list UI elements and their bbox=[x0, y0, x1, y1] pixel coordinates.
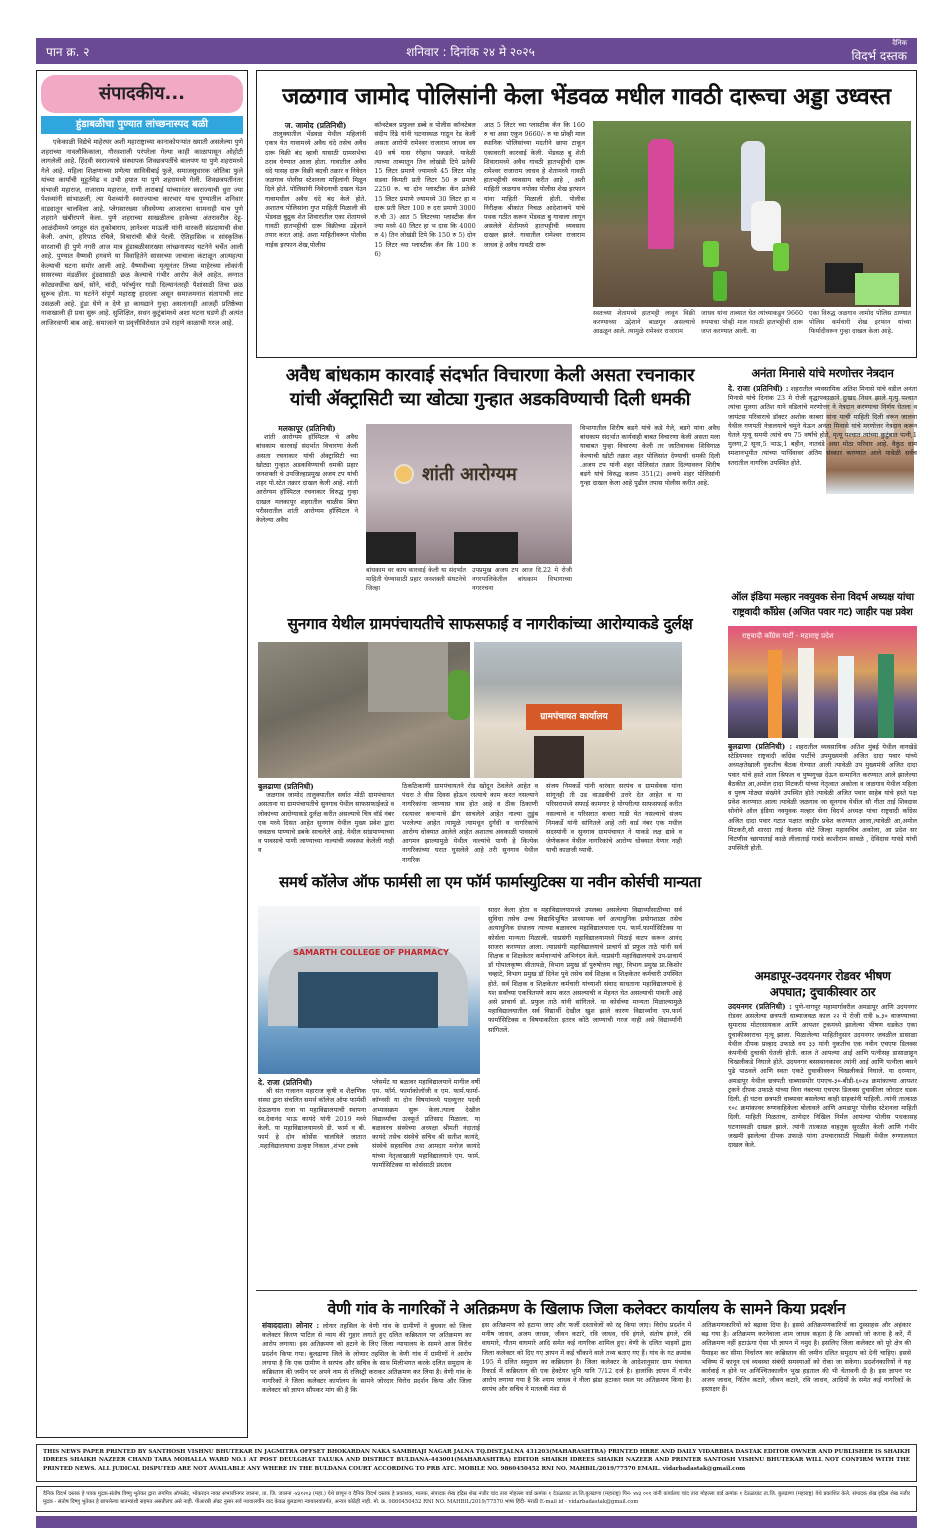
imprint-english bbox=[36, 1444, 917, 1482]
accident-headline-line2: अपघात; दुचाकीस्वार ठार bbox=[769, 985, 876, 999]
masthead-name: विदर्भ दस्तक bbox=[851, 48, 907, 63]
ncp-joining-article bbox=[728, 586, 917, 966]
wall bbox=[368, 642, 448, 712]
eye-donation-body bbox=[728, 384, 917, 584]
editorial-subtitle: हुंडाबळीचा पुण्यात लांच्छनास्पद बळी bbox=[41, 116, 243, 134]
atrocity-caption-2: उपप्रमुख अजय टप आज दि.22 मे रोजी नगरपालिकेतील बांधकाम विभागाच्या नगररचना bbox=[472, 567, 572, 592]
hospital-sign-photo bbox=[366, 424, 572, 564]
atrocity-col-1-text: शांती आरोग्यम हॉस्पिटल चे अवैध बांधकाम कारवाई संदर्भात विचारणा केली असता रचनाकार यांची ॲक्ट्रासिटी च्या खोट्या गुन्हात अडकविण्याची धमकी प्रहार जनशक्ती चे उपजिल्हाप्रमुख अजय टप यांची शहर पो.स्टेत तक्रार दाखल केली आहे. शांती आरोग्यम हॉस्पिटल रचनाकार विरुद्ध गुन्हा दाखल मलकापूर शहरातील चाळीस बिघा परीसरातील शांती आरोग्यम हॉस्पिटल ने केलेल्या अवैध bbox=[256, 433, 358, 525]
issue-date: शनिवार : दिनांक २४ मे २०२५ bbox=[406, 44, 535, 59]
eye-donation-headline: अनंता मिनासे यांचे मरणोत्तर नेत्रदान bbox=[751, 366, 894, 380]
lead-photo-liquor-raid bbox=[593, 121, 911, 307]
atrocity-headline-line1: अवैध बांधकाम कारवाई संदर्भात विचारणा केली असता रचनाकार bbox=[285, 365, 695, 386]
eye-donation-article bbox=[728, 362, 917, 584]
atrocity-byline: मलकापूर (प्रतिनिधी) bbox=[278, 424, 336, 433]
sungaon-col-3: संजय निमकर्डे यांनी वारंवार सरपंच व ग्रामसेवक यांना सांगूनही ती उड वाउडवीची उत्तरे देत आहेत व या परिसरामध्ये सफाई कामगार हे योग्यरीत्या साफसफाई करीत नसल्याचे व परिसरात कचरा गाडी येत नसल्याचे संजय निमकर्डे यांनी सांगितले आहे तरी वार्ड नंबर एक मधील सदस्यांनी व सुनगाव ग्रामपंचायत ने याकडे लक्ष द्यावे व जेणेकरून येथील नागरिकांचे आरोग्य धोक्यात येणार नाही याची काळजी घ्यावी. bbox=[546, 782, 682, 855]
masthead-small-text: दैनिक bbox=[892, 38, 907, 47]
veni-col-1-text: लोनार तहसिल के वेणी गांव के ग्रामीणों ने बुधवार को जिला कलेक्टर किरण पाटिल से न्याय की गुहार लगाते हुए दलित कब्रिस्तान पर अतिक्रमण का आरोप लगाया। इस अतिक्रमण को हटाने के लिए जिला न्यायालय के सामने आज विरोध प्रदर्शन किया गया। बुलढाणा जिले के लोणार तहसिल के वेणी गांव में ग्रामीणों ने आरोप लगाया है कि एक ग्रामीण ने सरपंच और सचिव के साथ मिलीभगत करके दलित समुदाय के कब्रिस्तान की जमीन पर अपने नाम से रजिस्ट्री कराकर अतिक्रमण कर लिया है। वेणी गांव के नागरिकों ने जिला कलेक्टर कार्यालय के सामने जोरदार विरोध प्रदर्शन किया और जिला कलेक्टर को ज्ञापन सौंपकर मांग की है कि bbox=[262, 1322, 472, 1395]
sungaon-col-2: ठिकठिकाणी ग्रामपंचायतने रोड खोदून ठेवलेले आहेत व पंधरा ते वीस दिवस होऊन रस्त्याचे काम करत नसल्याने नागरिकांना जाण्यास त्रास होत आहे व ठीक ठिकाणी रस्त्यावर कचऱ्याचे ढीग साचलेले आहेत नाल्या तुडुंब भरलेल्या आहेत त्यामुळे त्यामधून दुर्गंधी व नागरिकांचे आरोग्य धोक्यात आलेले आहेत अशातच अवकाळी पावसाचे आगमन झाल्यामुळे येथील नाल्यांचे पाणी हे कित्येक नागरिकांच्या घरात घुसलेले आहे तरी सुनगाव येथील नागरिक bbox=[402, 782, 538, 864]
hospital-logo-icon bbox=[394, 464, 414, 484]
eye-donation-byline: दे. राजा (प्रतिनिधी) : bbox=[728, 384, 789, 393]
lead-photo-caption bbox=[593, 309, 911, 336]
pharmacy-col-1 bbox=[258, 1078, 366, 1286]
veni-article bbox=[256, 1290, 917, 1440]
ncp-text: शहरातील व्यवसायिक अतिश मुंबई येथील वानखेडे स्टेडियमवर राष्ट्रवादी कॉंग्रेस पार्टीचे उपमुख्यमंत्री अजित दादा पवार यांच्ये अध्यक्षतेखाली नुकतीच बैठक घेण्यात आली त्यावेळी उप मुख्यमंत्री अजित दादा पवार यांचे हस्ते शाल श्रिफल व पुष्पगुच्छ देऊन सन्मानित करण्यात आले झालेल्या बैठकीत आ,अमोल दादा मिटकरी यांच्या नेतृत्वात अकोला व जळगाव येथील महिला व पुरुष मोठ्या संख्येने उपस्थित होते त्यावेळी अजित पवार साहेब यांचे हस्ते पक्ष प्रवेश करण्यात आला त्यावेळी जळगाव जा सूनगाव येथील सौ गीता ताई शिवदास सोनोने ऑल इंडिया नवयुवक मल्हार सेना विदर्भ अध्यक्ष यांचा राष्ट्रवादी कॉंग्रेस अजित दादा पवार गटात पक्षात जाहीर प्रवेश करण्यात आला,त्यावेळी आ,अमोल मिटकरी,सौ शारदा ताई कैलास थोटे जिल्हा महासचिव अकोला, आ प्रदेश सर चिटणीस च्छायाताई काळे लीलाताई गावंडे काशीराम सावळे , देविदास गावंडे यांची उपस्थिती होती. bbox=[728, 743, 917, 853]
sungaon-byline: बुलढाणा (प्रतिनिधी) bbox=[258, 782, 314, 791]
imprint-marathi bbox=[36, 1486, 917, 1512]
party-banner-text: राष्ट्रवादी काँग्रेस पार्टी - महाराष्ट्र प्रदेश bbox=[742, 632, 834, 640]
plastic-can bbox=[703, 241, 719, 267]
veni-text-columns bbox=[256, 1321, 917, 1435]
lead-text-columns bbox=[265, 121, 585, 351]
office-signboard: ग्रामपंचायत कार्यालय bbox=[526, 704, 622, 730]
window-grill bbox=[454, 532, 518, 564]
imprint-marathi-text: दैनिक विदर्भ दस्तक हे पत्रक मुद्रक-संतोष विष्णु भुतेकर द्वारा जगमित्र ऑफसेट, भोकरदन नाका संभाजीनगर जालना, ता. जि. जालना -४३१२०३ (महा.) येथे छापून व दैनिक विदर्भ दस्तक हे प्रकाशक, मालक, संपादक शेख इद्रिस शेख नजीर चांद तारा मोहल्ला वार्ड क्रमांक १ देऊळघाट ता.जि.बुलढाणा (महाराष्ट्र) पिन- ४४३ ००१ यांनी कार्यालय चांद तारा मोहल्ला वार्ड क्रमांक १ देऊळघाट ता.जि. बुलढाणा (महाराष्ट्र) येथे प्रकाशित केले. संपादक शेख इद्रिस शेख नजीर मुद्रक - संतोष विष्णु भुतेकर हे छापलेल्या बातम्यांशी सहमत असतीलच असे नाही. पीआरबी ॲक्ट नुसार सर्व न्यायालयीन वाद केवळ बुलढाणा न्यायालयांतर्गत, अन्यत्र कोठेही नाही. मो. क्र. 9860450452 RNI NO. MAHBIL/2019/77570 भाषा हिंदी- मराठी E-mail id - vidarbadastak@gmail.com bbox=[43, 1491, 910, 1505]
pharmacy-col-2: प्लेसमेंट या बळावर महाविद्यालयाने मागील वर्षी एम. फॉर्म. फार्माकोलॉजी व एम. फार्म.फार्मा-कॉग्नसी या दोन विषयांमध्ये पदव्युत्तर पदवी अभ्यासक्रम सुरू केला.त्याला देखील विद्यार्थ्यांचा उत्स्फूर्त प्रतिसाद मिळाला. या बळावरच संस्थेच्या अध्यक्षा श्रीमती नंदाताई कायंदे तसेच संस्थेचे सचिव श्री सतीश कायंदे, संस्थेचे सहसचिव तथा आमदार मनोज कायंदे यांच्या नेतृत्वाखाली महाविद्यालयाने एम. फार्म. फार्मासिटिक्स या कोर्ससाठी प्रस्ताव bbox=[372, 1078, 480, 1169]
party-joining-photo bbox=[728, 626, 917, 738]
pharmacy-col-1-text: श्री संत गजानन महाराज कृषी व शैक्षणिक संस्था द्वारा संचलित समर्थ कॉलेज ऑफ फार्मसी देऊळगाव राजा या महाविद्यालयाची स्थापना स्व.देवानंद भाऊ कायंदे यांनी 2019 मध्ये केली. या महाविद्यालयामध्ये डी. फार्म व बी. फार्म हे दोन कोर्सेस चालविले जातात .महाविद्यालयाचा उत्कृष्ट निकाल ,शंभर टक्के bbox=[258, 1087, 366, 1151]
window-grill bbox=[366, 532, 416, 564]
ncp-byline: बुलढाणा (प्रतिनिधी) : bbox=[728, 742, 793, 751]
pharmacy-byline: दे. राजा (प्रतिनिधी) bbox=[258, 1078, 313, 1087]
lead-byline: ज. जामोद (प्रतिनिधी) bbox=[284, 121, 347, 130]
person-figure bbox=[648, 139, 674, 249]
newspaper-page bbox=[36, 38, 917, 1505]
veni-col-3: अतिक्रमणकारियों को बढ़ावा दिया है। इससे अतिक्रमणकारियों का दुस्साहस और अहंकार बढ़ गया है। अतिक्रमण करनेवाला शाम जाधव कहता है कि आपको जो करना है करें, मैं अतिक्रमण नहीं हटाऊंगा ऐसा भी ज्ञापन में नमुद है। इसलिए जिला कलेक्टर को पूरे क्षेत्र की पैमाइश कर सीमा निर्धारण कर कब्रिस्तान की जमीन दलित समुदाय को देनी चाहिए। इससे भविष्य में कानून एवं व्यवस्था संबंधी समस्याओं को रोका जा सकेगा। प्रदर्शनकारियों ने यह कार्रवाई न होने पर अनिश्चितकालीन भूख हड़ताल की भी चेतावनी दी है। इस ज्ञापन पर अजय जाधव, नितिन कटारे, जीवन कटारे, रवि जाधव, आदियों के समेत कई नागरिकों के हस्ताक्षर हैं। bbox=[701, 1321, 911, 1394]
atrocity-photo-caption bbox=[366, 566, 572, 593]
lead-col-2: कॉन्स्टेबल प्रफुल्ल डब्बे व पोलीस कॉन्स्टेबल संदीप रिंढे यांनी घटनास्थळ गाठून रेड केली असता आरोपी रामेश्वर राजाराम जाधव वय 49 वर्ष यास रंगेहाथ पकडले. यावेळी त्याच्या ताब्यातून तिन लोखंडी टिपे प्रतेकी 15 लिटर प्रमाणे ज्यामध्ये 45 लिटर मोह सडवा किमती प्रती लिटर 50 रु प्रमाणे 2250 रु. चा दोन प्लास्टीक कॅन प्रतेकी 15 लिटर प्रमाणे ज्यामध्ये 30 लिटर हा म दारू प्रती लिटर 100 रु दरा प्रमाणे 3000 रु.ची 3) आत 5 लिटरच्या प्लास्टीक कॅन ज्या मध्ये 40 लिटर हा भ दास कि 4000 रु 4) तिन लोखंडी टिपे कि 150 रु 5) दोन 15 लिटर च्या प्लास्टीक कॅन कि 100 रु 6) bbox=[374, 121, 476, 258]
plastic-can bbox=[773, 243, 789, 271]
college-sign-text: SAMARTH COLLEGE OF PHARMACY bbox=[293, 948, 449, 957]
person-figure bbox=[838, 656, 854, 738]
lead-caption-3: एका विरुद्ध जळगाव जामोद पोलिस ठाण्यात पोलिस कर्मचारी शेख इरफान यांच्या फिर्यादीवरून गुन्हा दाखल केला आहे. bbox=[809, 310, 911, 335]
imprint-english-text: THIS NEWS PAPER PRINTED BY SANTHOSH VISHNU BHUTEKAR IN JAGMITRA OFFSET BHOKARDAN NAKA SAMBHAJI NAGAR JALNA TQ.DIST.JALNA 431203(MAHARASHTRA) PRINTED HRRE AND DAILY VIDARBHA DASTAK EDITOR OWNER AND PUBLISHER IS SHAIKH IDREES SHAIKH NAZEER CHAND TARA MOHALLA WARD NO.1 AT POST DEULGHAT TALUKA AND DISTRICT BULDANA-443001(MAHARASHTRA) EDITOR SHAIKH IDREES SHAIKH NAZEER AND PRINTER SANTOSH VISHNU BHUTEKAR WILL NOT CONFIRM WITH THE PRINTED NEWS. ALL JUDICAL DISPUTED ARE NOT AVAILABLE ANY WHERE IN THE BULDANA COURT ACCORDING TO PRB ATC. MOBILE NO. 9860450452 RNI NO. MAHBIL/2019/77570 EMAIL. vidarbadastak@gmail.com bbox=[43, 1449, 910, 1472]
atrocity-col-1 bbox=[256, 424, 358, 596]
veni-headline: वेणी गांव के नागरिकों ने अतिक्रमण के खिलाफ जिला कलेक्टर कार्यालय के सामने किया प्रदर्शन bbox=[327, 1300, 846, 1318]
atrocity-headline-line2: यांची ॲक्ट्रासिटी च्या खोट्या गुन्हात अडकविण्याची दिली धमकी bbox=[289, 389, 691, 410]
hospital-sign-text: शांती आरोग्यम bbox=[422, 464, 517, 485]
ncp-headline-line2: राष्ट्रवादी काँग्रेस (अजित पवार गट) जाहीर पक्ष प्रवेश bbox=[732, 607, 913, 618]
accident-body bbox=[728, 1002, 917, 1282]
grampanchayat-office-photo bbox=[474, 642, 682, 778]
eye-donation-text: शहरातील व्यवसायिक अतिश मिनासे यांचे वडील अनंता मिनासे यांचे दिनांक 23 मे रोजी वृद्धापकाळाने दुःखद निधन झाले मृत्यु पश्चात त्यांचा मुलगा अतिश याने वडिलांचे मरणोत्तर ने नेत्रदान करण्याचा निर्णय घेतला व जायंटस परिवाराचे डॉक्टर अशोक काबरा यांना याची माहिती दिली वरून जालना येथील गणपती नेत्रालयाचे चमुने येऊन अनंता मिनासे यांचे मरणोत्तर नेत्रदान करून घेतले मृत्यू समयी त्यांचे वय 75 वर्षांचे होते, मृत्यू पश्चात त्यांच्या कुटुंबात पत्नी,1 मुलगा,2 सूना,5 भाऊ,1 बहीन, नातवंडे असा मोठा परिवार आहे. वैकुंठ धाम स्मशानभूमीत त्यांच्या पार्थिवावर अंतिम संस्कार करण्यात आले यावेळी सर्वच स्तरातील नागरिक उपस्थित होते. bbox=[728, 385, 917, 467]
lead-caption-1: स्वतःच्या शेतामध्ये हातभट्टी लावून विक्री करण्याच्या उद्देशाने बाळगून असल्याचे आढळून आले. त्यामुळे रामेश्वर राजाराम bbox=[593, 310, 695, 335]
accident-byline: उदयनगर (प्रतिनिधी) : bbox=[728, 1002, 792, 1011]
ncp-body bbox=[728, 742, 917, 966]
drain-garbage-photo bbox=[258, 642, 470, 778]
page-number: पान क्र. २ bbox=[46, 44, 90, 59]
editorial-title-text: संपादकीय... bbox=[98, 83, 186, 104]
lead-article bbox=[256, 70, 917, 358]
sungaon-article bbox=[256, 602, 724, 864]
lead-headline: जळगाव जामोद पोलिसांनी केला भेंडवळ मधील गावठी दारूचा अड्डा उध्वस्त bbox=[282, 84, 891, 110]
college-building-photo bbox=[258, 906, 480, 1074]
pharmacy-article bbox=[256, 866, 724, 1286]
accident-headline bbox=[728, 968, 917, 1000]
sungaon-text-columns bbox=[258, 782, 682, 864]
pharmacy-col-3: सादर केला होता व महाविद्यालयामध्ये उपलब्ध असलेल्या विद्यार्थ्यांसाठीच्या सर्व सुविधा तसेच उच्च विद्याविभूषित प्राध्यापक वर्ग अत्याधुनिक प्रयोगशाळा तसेच अत्याधुनिक ग्रंथालय त्याच्या बळावरच महाविद्यालयाला एम. फार्म.फार्मासिटिक्स या कोर्सला मान्यता मिळाली. याप्रसंगी महाविद्यालयामध्ये मिठाई वाटप करून आनंद साजरा करण्यात आला. त्याप्रसंगी महाविद्यालयाचे प्राचार्य डॉ प्रफुल ताठे यांनी सर्व शिक्षक व शिक्षकेतर कर्मचाऱ्यांचे अभिनंदन केले. याप्रसंगी महाविद्यालयाचे उप-प्राचार्य डॉ गोपालकृष्ण सीतापळे, विभाग प्रमुख डॉ पुरुषोत्तम लढ्ढा, विभाग प्रमुख प्रा.किशोर चव्हाटे, विभाग प्रमुख डॉ दिनेश पुवे तसेच सर्व शिक्षक व शिक्षकेतर कर्मचारी उपस्थित होते. सर्व शिक्षक व शिक्षकेतर कर्मचारी यांच्याशी संवाद साधताना महाविद्यालयाचे हे यश सर्वांच्या एकत्रितपणे काम करत असल्याची व मेहनत घेत असल्याची पावती आहे असे प्राचार्य डॉ. प्रफुल ताठे यांनी सांगितले. या कोर्सच्या मान्यता मिळाल्यामुळे महाविद्यालयातील सर्व विद्यार्थी देखील खुश झाले कारण विद्यार्थ्यांना एम.फार्म फार्मासिटिक्स व विषयाकरिता इतरत्र कोठे जाण्याची गरज नाही असे विद्यार्थ्यांनी सांगितले. bbox=[488, 906, 682, 1034]
editorial-title bbox=[41, 75, 243, 113]
ncp-headline bbox=[728, 586, 917, 620]
editorial-column bbox=[36, 70, 248, 1438]
sungaon-col-1-text: जळगाव जामोद तालुक्यातील सर्वात मोठी ग्रामपंचायत असताना या ग्रामपंचायतीचे सुनगाव येथील साफसफाईकडे व लोकांच्या आरोग्याकडे दुर्लक्ष करीत असल्याचे चित्र वॉर्ड नंबर एक मध्ये दिसत आहेत सुनगाव येथील मुख्य प्रवेश द्वारा जवळच पाण्याचे डबके साचलेले आहे. येथील सांडपाण्याच्या व पावसाचे पाणी जाण्याच्या नाल्यांची व्यवस्था केलेली नाही व bbox=[258, 791, 394, 855]
person-figure bbox=[768, 650, 782, 738]
pharmacy-headline: समर्थ कॉलेज ऑफ फार्मसी ला एम फॉर्म फार्मास्युटिक्स या नवीन कोर्सची मान्यता bbox=[279, 873, 701, 891]
sungaon-col-1 bbox=[258, 782, 394, 864]
accident-text: पुणे-नागपूर महामार्गावरील अमडापूर आणि उदयनगर रोडवर असलेल्या छत्रपती धाब्याजवळ काल २२ मे रोजी रात्री ७.३० वाजण्याच्या सुमारास मोटरसायकल आणि आयशर ट्रकमध्ये झालेल्या भीषण धडकेत एका दुचाकीस्वाराचा मृत्यू झाला. मिळालेल्या माहितीनुसार उदयनगर जवळील डासाळा येथील दीपक प्रल्हाद उफाळे वय ३३ यांनी नुकतीच एक नवीन एचएफ डिलक्स कंपनीची दुचाकी घेतली होती. काल ते आपल्या आई आणि पत्नीसह डासाळाहून चिखलीकडे निघाले होते. उदयनगर बसस्थानकावर त्यांनी आई आणि पत्नीला बसने पुढे पाठवले आणि स्वतः एकटे दुचाकीवरुन चिखलीकडे निघाले. या दरम्यान, अमडापूर येथील छत्रपती धाब्यासमोर एमएच-३०-बीडी-६०२४ क्रमांकाच्या आयशर ट्रकने दीपक उफाळे यांच्या विना नंबरच्या एचएफ डिलक्स दुचाकीला जोरदार धडक दिली. ही घटना छत्रपती धाब्यावर बसलेल्या काही ग्राहकांनी पाहिली. त्यांनी तात्काळ १०८ क्रमांकावर रुग्णवाहिकेला बोलावले आणि अमडापूर पोलीस स्टेशनला माहिती दिली. माहिती मिळताच, ठाणेदार निखिल निर्मल आपल्या पोलीस पथकासह घटनास्थळी दाखल झाले. त्यांनी तात्काळ वाहतूक सुरळीत केली आणि गंभीर जखमी झालेल्या दीपक उफाळे यांना उपचारासाठी चिखली येथील रुग्णालयात दाखल केले. bbox=[728, 1003, 917, 1150]
plastic-can bbox=[713, 271, 727, 301]
atrocity-headline bbox=[256, 362, 724, 412]
person-figure bbox=[798, 648, 814, 738]
sungaon-headline: सुनगाव येथील ग्रामपंचायतीचे साफसफाई व नागरीकांच्या आरोग्याकडे दुर्लक्ष bbox=[287, 615, 693, 633]
lead-col-3: आठ 5 लिटर च्या प्लास्टीक कॅन कि 160 रु चा असा एकुन 9660/- रु चा प्रोव्ही माल स्थानिक पोलिसांच्या मदतीने छापा टाकून एकावरती कारवाई केली. भेंडवळ बु शेती शिवारामध्ये अवैध गावठी हातभट्टीची दारू रामेश्वर राजाराम जाधव हे शेतामध्ये गावठी हातभट्टीची व्यवसाय करीत आहे , अशी माहिती जळगाव नपोका पोलीस शेख इरफान यांना माहिती मिळाली होती. पोलीस निरीक्षक श्रीकांत निचळ आदेशान्वये यांचे पथक गठीत करून भेंडवळ बु गावाला लागून असलेले शेतीमध्ये हातभट्टीची व्यवसाय दाखल झाले. गावातील रामेश्वर राजाराम जाधव हे अवैध गावठी दारू bbox=[483, 121, 585, 249]
lead-caption-2: जाधव यांना ताब्यात घेत त्यांच्याकडून 9660 रुपयाचा पोव्ही माल गावठी हातभट्टीची दारू जप्त करण्यात आली. या bbox=[701, 310, 803, 335]
veni-col-1 bbox=[262, 1321, 472, 1435]
veni-col-2: इस अतिक्रमण को हटाया जाए और फर्जी दस्तावेजों को रद्द किया जाए। विरोध प्रदर्शन में मनीष जाधव, अजय जाधव, जीवन कटारे, रवि जाधव, रवि इंगले, संतोष इंगले, रवि वाघमारे, गौतम वाघमारे आदि समेत कई नागरिक शामिल हुए। वेणी के दलित भाइयों द्वारा जिला कलेक्टर को दिए गए ज्ञापन में कई चौंकाने वाले तथ्य बताए गए हैं। गांव के गट क्रमांक 195 में दलित समुदाय का कब्रिस्तान है। जिला कलेक्टर के आदेशानुसार ग्राम पंचायत रिकार्ड में कब्रिस्तान की एक हेक्टेयर भूमि यानि 7/12 दर्ज है। हालांकि ज्ञापन में गंभीर आरोप लगाया गया है कि श्याम जाधव ने नीला झंडा हटाकर स्थल पर अतिक्रमण किया है। सरपंच और सचिव ने मतलबी मंशा से bbox=[481, 1321, 692, 1394]
lead-col-1 bbox=[265, 121, 366, 351]
accident-headline-line1: अमडापूर-उदयनगर रोडवर भीषण bbox=[754, 969, 891, 983]
editorial-body: एकेकाळी विद्येचे माहेरघर अशी महाराष्ट्राच्या कानाकोपऱ्यांत ख्याती असलेल्या पुणे शहराच्या नावलौकिकाला, गौरवशाली परंपरेला गेल्या काही काळापासून ओहोटी लागलेली आहे. हिंदवी स्वराज्याचे संस्थापक शिवछत्रपतींचे बालपण या पुणे शहरामध्ये गेले आहे. महिला शिक्षणाच्या प्रणेत्या सावित्रीबाई फुले, समाजसुधारक जोतिबा फुले यांच्या कार्यांची मुहूर्तमेढ व उभी हयात या पुणे शहरामध्ये गेली. शिवछत्रपतींनंतर संभाजी महाराज, राजाराम महाराज, राणी ताराबाई यांच्यानंतर स्वराज्याची धुरा ज्या पेशव्यांनी सांभाळली, त्या पेशव्यांनी स्वराज्याचा कारभार याच पुण्यातील शनिवार वाड्यातून चालविला आहे. प्लेगसारख्या जीवघेण्या आजाराचा सामनाही याच पुणे शहराने खंबीरपणे केला. पुणे शहराच्या साखळीतच हाकेच्या अंतरावरील देहू-आळंदीमध्ये जगद्गुरु संत तुकोबाराय, ज्ञानेश्वर माऊली यांनी वारकरी संप्रदायाची सेवा केली. अभंग, हरिपाठ रचिले, विचारांची बीजे पेरली. ऐतिहासिक व सांस्कृतिक वारशाची ही पुणे नगरी आज मात्र हुंडाबळीसारख्या लांच्छनास्पद घटनेने चर्चेत आली आहे. पुण्यात वैष्णवी हगवणे या विवाहितेने सासरच्या जाचाला कंटाळून आत्महत्या केल्याची घटना समोर आली आहे. वैष्णवीच्या मृत्यूनंतर तिच्या माहेरच्या लोकांनी सासरच्या मंडळींवर हुंड्यासाठी छळ केल्याचे गंभीर आरोप केले आहेत. लग्नात कोट्यवधींचा खर्च, सोने, चांदी, फॉर्च्युनर गाडी दिल्यानंतरही पैशांसाठी तिचा छळ सुरूच होता. या घटनेने संपूर्ण महाराष्ट्र हादरला असून समाजमनात संतापाची लाट उसळली आहे. हुंडा घेणे व देणे हा कायद्याने गुन्हा असतानाही आजही प्रतिष्ठेच्या नावाखाली ही प्रथा सुरू आहे. सुशिक्षित, सधन कुटुंबांमध्ये अशा घटना घडणे ही अत्यंत लाजिरवाणी बाब आहे. समाजाने या प्रवृत्तीविरोधात उभे राहणे काळाची गरज आहे. bbox=[41, 138, 243, 327]
accident-article bbox=[728, 968, 917, 1288]
person-figure bbox=[878, 654, 894, 738]
atrocity-col-3: विभागातील शिरीष बडगे यांचे कडे गेले, बडगे यांना अवैध बांधकाम संदर्भात कार्यवाही बाबत विचारणा केली असता मला याबाबत पुन्हा विचारणा केली तर जातिवाचक शिविगाळ केल्याची खोटी तक्रार शहर पोलिसांत देण्याची धमकी दिली .अजय टप यांनी शहर पोलिसांत तक्रार दिल्यावरुन शिरीष बडगे यांचे विरुद्ध कलम 351(2) अन्वये शहर पोलिसांनी गुन्हा दाखल केला आहे पुढील तपास पोलीस करीत आहे. bbox=[580, 424, 720, 488]
door bbox=[534, 736, 584, 778]
building-glass bbox=[298, 972, 438, 1028]
bottom-accent-bar bbox=[36, 1516, 917, 1528]
atrocity-caption-1: बांधकाम वर काय कारवाई केली या संदर्भात माहिती घेण्यासाठी प्रहार जनशक्ती संघटनेचे जिल्हा bbox=[366, 567, 466, 592]
container bbox=[855, 273, 899, 305]
veni-byline: संवाददाता। लोनार : bbox=[262, 1321, 320, 1330]
masthead-logo bbox=[851, 40, 907, 63]
atrocity-article bbox=[256, 362, 724, 600]
page-header-bar bbox=[36, 38, 917, 64]
plant bbox=[448, 670, 470, 720]
lead-col-1-text: तालुक्यातील भेंडवळ येथील महिलांनी एकत्र येत गावामध्ये अवैध धंदे तसेच अवैध दारू विक्री बंद व्हावी यासाठी ग्रामसभेचा ठराव घेण्यात आला होता. गावातील अवैध धंदे यासह दारू विक्री बंदची तक्रार व निवेदन जळगाव पोलीस स्टेशनला महिलांनी मिळून दिले होते. पोलिसांनी निवेदनाची दखल घेउन गावामधील अवैध धंदे बंद केले होते. अशातच पोलिसांना गुप्त माहिती मिळाली की भेंडवळ बुद्रुक शेत शिवारातील एका शेतामध्ये गावठी हातभट्टीची दारू विक्रीच्या उद्देशाने तयार करत आहे. अशा माहितीवरून पोलीस नाईक इरफान शेख,पोलीस bbox=[265, 130, 367, 249]
ncp-headline-line1: ऑल इंडिया मल्हार नवयुवक सेना विदर्भ अध्यक्ष यांचा bbox=[731, 592, 914, 603]
